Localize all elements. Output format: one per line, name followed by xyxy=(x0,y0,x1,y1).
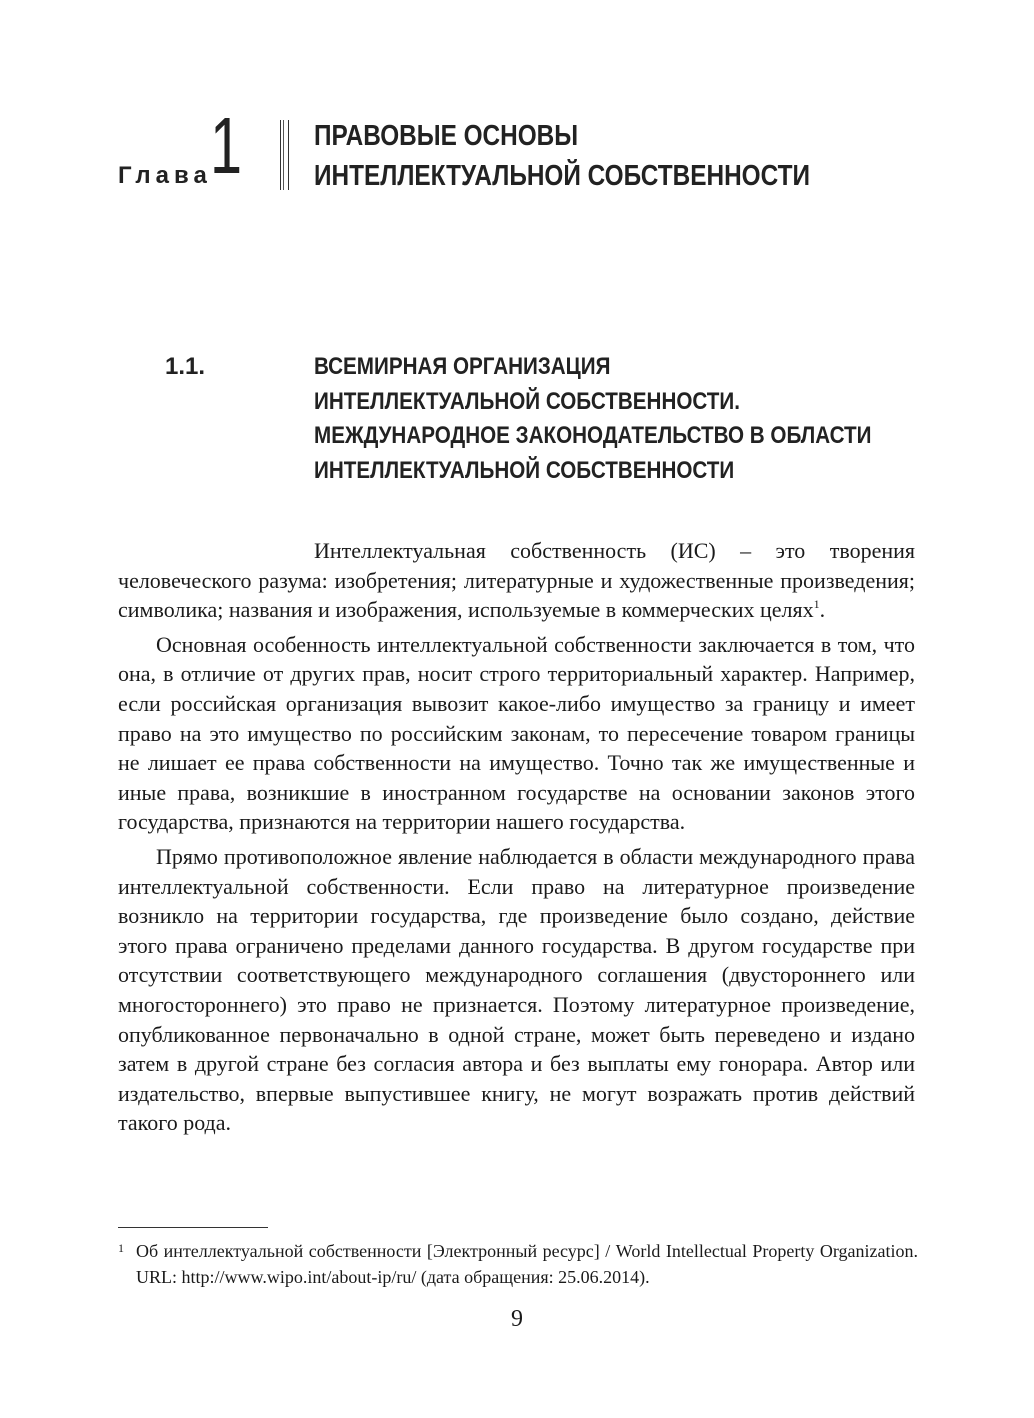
chapter-title-line: ПРАВОВЫЕ ОСНОВЫ xyxy=(314,120,579,152)
section-number: 1.1. xyxy=(165,353,206,380)
chapter-label: Глава xyxy=(118,162,212,189)
footnote-marker: 1 xyxy=(118,1241,124,1255)
footnote-separator xyxy=(118,1227,268,1228)
footnote-reference[interactable]: 1 xyxy=(813,597,820,612)
footnote xyxy=(118,1238,918,1290)
section-title-line: ИНТЕЛЛЕКТУАЛЬНОЙ СОБСТВЕННОСТИ xyxy=(314,456,735,484)
page-number: 9 xyxy=(511,1306,523,1332)
chapter-heading xyxy=(118,101,938,202)
section-title-line: ВСЕМИРНАЯ ОРГАНИЗАЦИЯ xyxy=(314,353,611,380)
paragraph-1 xyxy=(118,536,915,625)
body-text xyxy=(118,536,915,1138)
chapter-number: 1 xyxy=(210,101,243,190)
section-title-line: МЕЖДУНАРОДНОЕ ЗАКОНОДАТЕЛЬСТВО В ОБЛАСТИ xyxy=(314,422,872,449)
section-title-line: ИНТЕЛЛЕКТУАЛЬНОЙ СОБСТВЕННОСТИ. xyxy=(314,387,740,415)
chapter-title-line: ИНТЕЛЛЕКТУАЛЬНОЙ СОБСТВЕННОСТИ xyxy=(314,160,810,192)
chapter-title xyxy=(314,116,810,196)
chapter-divider xyxy=(280,120,289,190)
section-title xyxy=(314,350,872,488)
paragraph-1-text: Интеллектуальная собственность (ИС) – это творения человеческого разума: изобретения; литературные и художественные произведения; символика; названия и изображения, используемые в коммерческих целях xyxy=(118,538,915,623)
footnote-text: Об интеллектуальной собственности [Электронный ресурс] / World Intellectual Property Organization. URL: http://www.wipo.int/about-ip/ru/ (дата обращения: 25.06.2014). xyxy=(136,1241,918,1287)
paragraph-2: Основная особенность интеллектуальной собственности заключается в том, что она, в отличие от других прав, носит строго территориальный характер. Например, если российская организация вывозит какое-либо имущество за границу и имеет право на это имущество по российским законам, то пересечение товаром границы не лишает ее права собственности на имущество. Точно так же имущественные и иные права, возникшие в иностранном государстве на основании законов этого государства, признаются на территории нашего государства. xyxy=(118,631,915,835)
paragraph-1-end: . xyxy=(819,597,826,623)
paragraph-3: Прямо противоположное явление наблюдается в области международного права интеллектуальной собственности. Если право на литературное произведение возникло на территории государства, где произведение было создано, действие этого права ограничено пределами данного государства. В другом государстве при отсутствии соответствующего международного соглашения (двустороннего или многостороннего) это право не признается. Поэтому литературное произведение, опубликованное первоначально в одной стране, может быть переведено и издано затем в другой стране без согласия автора и без выплаты ему гонорара. Автор или издательство, впервые выпустившее книгу, не могут возражать против действий такого рода. xyxy=(118,843,915,1136)
